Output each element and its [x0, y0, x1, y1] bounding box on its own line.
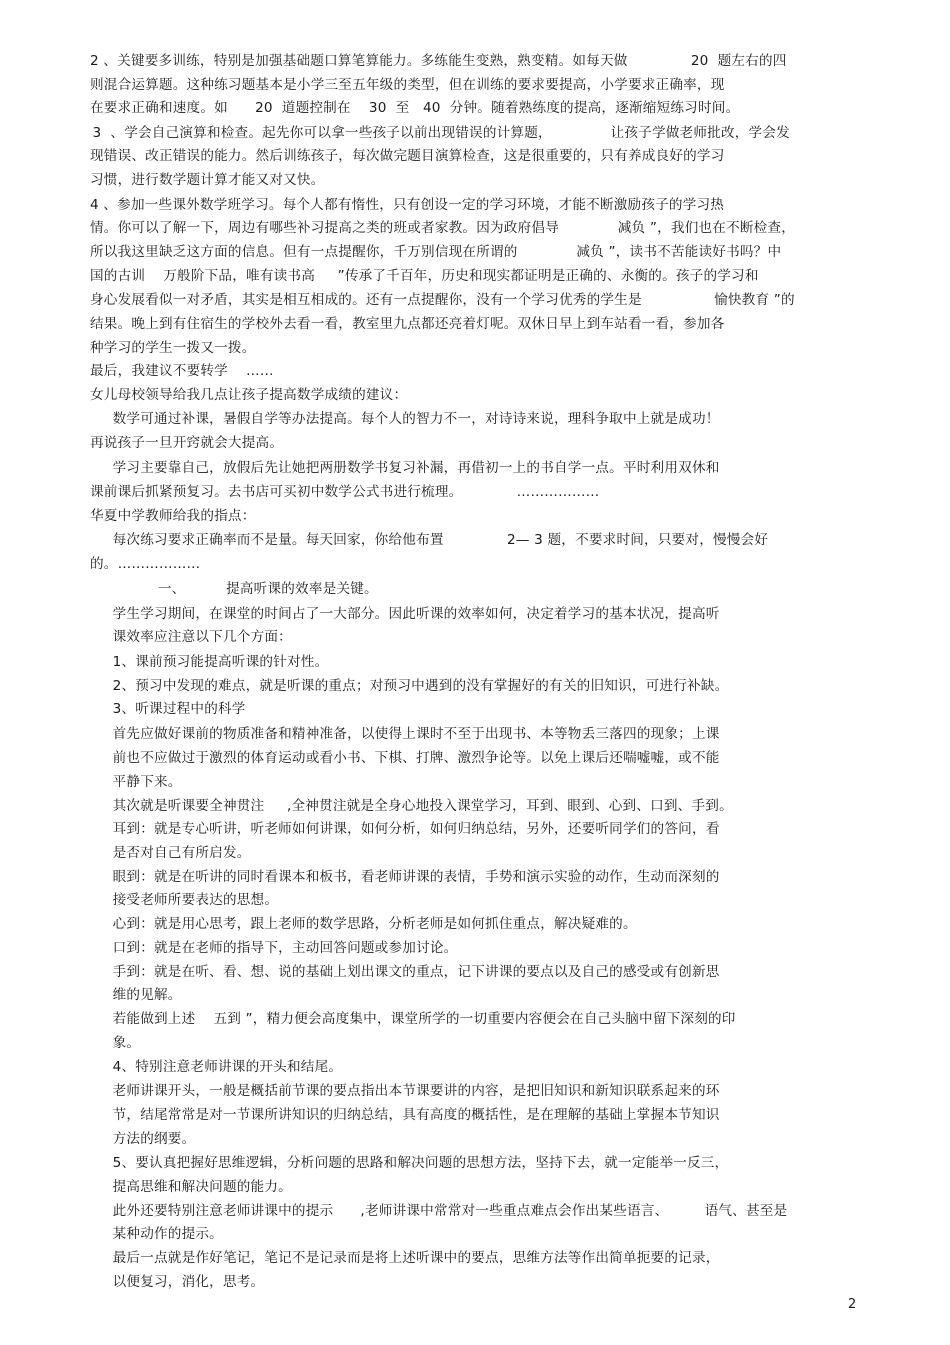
- text-line: 维的见解。: [90, 987, 182, 1003]
- text-line: 接受老师所要表达的思想。: [90, 892, 279, 908]
- text-line: 是否对自己有所启发。: [90, 845, 251, 861]
- text-line: 提高思维和解决问题的能力。: [90, 1179, 292, 1195]
- text-line: 身心发展看似一对矛盾，其实是相互相成的。还有一点提醒你，没有一个学习优秀的学生是 愉快教育 ”的: [90, 292, 795, 308]
- text-line: 华夏中学教师给我的指点：: [90, 508, 256, 524]
- text-line: 则混合运算题。这种练习题基本是小学三至五年级的类型，但在训练的要求要提高，小学要求正确率，现: [90, 77, 725, 93]
- text-line: 眼到：就是在听讲的同时看课本和板书，看老师讲课的表情，手势和演示实验的动作，生动而深刻的: [90, 869, 720, 885]
- text-line: 前也不应做过于激烈的体育运动或看小书、下棋、打牌、激烈争论等。以免上课后还喘嘘嘘，或不能: [90, 750, 720, 766]
- text-line: 手到：就是在听、看、想、说的基础上划出课文的重点，记下讲课的要点以及自己的感受或有创新思: [90, 964, 720, 980]
- text-line: 最后，我建议不要转学 ……: [90, 363, 274, 379]
- text-line: 课效率应注意以下几个方面：: [90, 629, 292, 645]
- text-line: 以便复习，消化，思考。: [90, 1274, 265, 1290]
- text-line: 心到：就是用心思考，跟上老师的数学思路，分析老师是如何抓住重点，解决疑难的。: [90, 916, 637, 932]
- text-line: 耳到：就是专心听讲，听老师如何讲课，如何分析，如何归纳总结，另外，还要听同学们的答问，看: [90, 821, 720, 837]
- page-number: 2: [848, 1297, 857, 1312]
- text-line: 4 、参加一些课外数学班学习。每个人都有惰性，只有创设一定的学习环境，才能不断激励孩子的学习热: [90, 197, 725, 213]
- text-line: 首先应做好课前的物质准备和精神准备，以使得上课时不至于出现书、本等物丢三落四的现象；上课: [90, 726, 720, 742]
- text-line: 平静下来。: [90, 774, 182, 790]
- text-line: 习惯，进行数学题计算才能又对又快。: [90, 172, 325, 188]
- text-line: 最后一点就是作好笔记，笔记不是记录而是将上述听课中的要点，思维方法等作出简单扼要的记录，: [90, 1250, 720, 1266]
- section-heading: 一、 提高听课的效率是关键。: [90, 581, 378, 597]
- text-line: 其次就是听课要全神贯注 ,全神贯注就是全身心地投入课堂学习，耳到、眼到、心到、口到、手到。: [90, 798, 733, 814]
- text-line: 国的古训 万般阶下品，唯有读书高 ”传承了千百年，历史和现实都证明是正确的、永衡的。孩子的学习和: [90, 268, 759, 284]
- text-line: 节，结尾常常是对一节课所讲知识的归纳总结，具有高度的概括性，是在理解的基础上掌握本节知识: [90, 1107, 720, 1123]
- text-line: 老师讲课开头，一般是概括前节课的要点指出本节课要讲的内容，是把旧知识和新知识联系起来的环: [90, 1083, 720, 1099]
- text-line: 2 、关键要多训练，特别是加强基础题口算笔算能力。多练能生变熟，熟变精。如每天做 20 题左右的四: [90, 53, 787, 69]
- text-line: 1、课前预习能提高听课的针对性。: [90, 654, 329, 670]
- text-line: 3、听课过程中的科学: [90, 701, 246, 717]
- text-line: 女儿母校领导给我几点让孩子提高数学成绩的建议：: [90, 387, 408, 403]
- text-line: 学生学习期间，在课堂的时间占了一大部分。因此听课的效率如何，决定着学习的基本状况，提高听: [90, 606, 720, 622]
- text-line: 在要求正确和速度。如 20 道题控制在 30 至 40 分钟。随着熟练度的提高，逐渐缩短练习时间。: [90, 100, 740, 116]
- text-line: 口到：就是在老师的指导下，主动回答问题或参加讨论。: [90, 940, 458, 956]
- text-line: 若能做到上述 五到 ”，精力便会高度集中，课堂所学的一切重要内容便会在自己头脑中留下深刻的印: [90, 1011, 736, 1027]
- text-line: 3 、学会自己演算和检查。起先你可以拿一些孩子以前出现错误的计算题， 让孩子学做老师批改，学会发: [88, 125, 790, 141]
- text-line: 种学习的学生一拨又一拨。: [90, 340, 256, 356]
- text-line: 某种动作的提示。: [90, 1226, 223, 1242]
- text-line: 的。………………: [90, 556, 201, 572]
- text-line: 现错误、改正错误的能力。然后训练孩子，每次做完题目演算检查，这是很重要的，只有养成良好的学习: [90, 148, 725, 164]
- text-line: 每次练习要求正确率而不是量。每天回家，你给他布置 2— 3 题，不要求时间，只要对，慢慢会好: [90, 532, 769, 548]
- text-line: 象。: [90, 1035, 141, 1051]
- text-line: 2、预习中发现的难点，就是听课的重点；对预习中遇到的没有掌握好的有关的旧知识，可进行补缺。: [90, 678, 729, 694]
- text-line: 此外还要特别注意老师讲课中的提示 ,老师讲课中常常对一些重点难点会作出某些语言、 语气、甚至是: [90, 1203, 788, 1219]
- text-line: 5、要认真把握好思维逻辑，分析问题的思路和解决问题的思想方法，坚持下去，就一定能举一反三，: [90, 1155, 729, 1171]
- text-line: 情。你可以了解一下，周边有哪些补习提高之类的班或者家教。因为政府倡导 减负 ”，我们也在不断检查，: [90, 220, 796, 236]
- text-line: 课前课后抓紧预复习。去书店可买初中数学公式书进行梳理。 ………………: [90, 484, 600, 500]
- text-line: 方法的纲要。: [90, 1131, 196, 1147]
- text-line: 所以我这里缺乏这方面的信息。但有一点提醒你，千万别信现在所谓的 减负 ”，读书不苦能读好书吗？中: [90, 244, 782, 260]
- text-line: 数学可通过补课，暑假自学等办法提高。每个人的智力不一，对诗诗来说，理科争取中上就是成功！: [90, 411, 720, 427]
- text-line: 学习主要靠自己，放假后先让她把两册数学书复习补漏，再借初一上的书自学一点。平时利用双休和: [90, 460, 720, 476]
- text-line: 再说孩子一旦开窍就会大提高。: [90, 435, 284, 451]
- text-line: 4、特别注意老师讲课的开头和结尾。: [90, 1059, 343, 1075]
- text-line: 结果。晚上到有住宿生的学校外去看一看，教室里九点都还亮着灯呢。双休日早上到车站看一看，参加各: [90, 316, 725, 332]
